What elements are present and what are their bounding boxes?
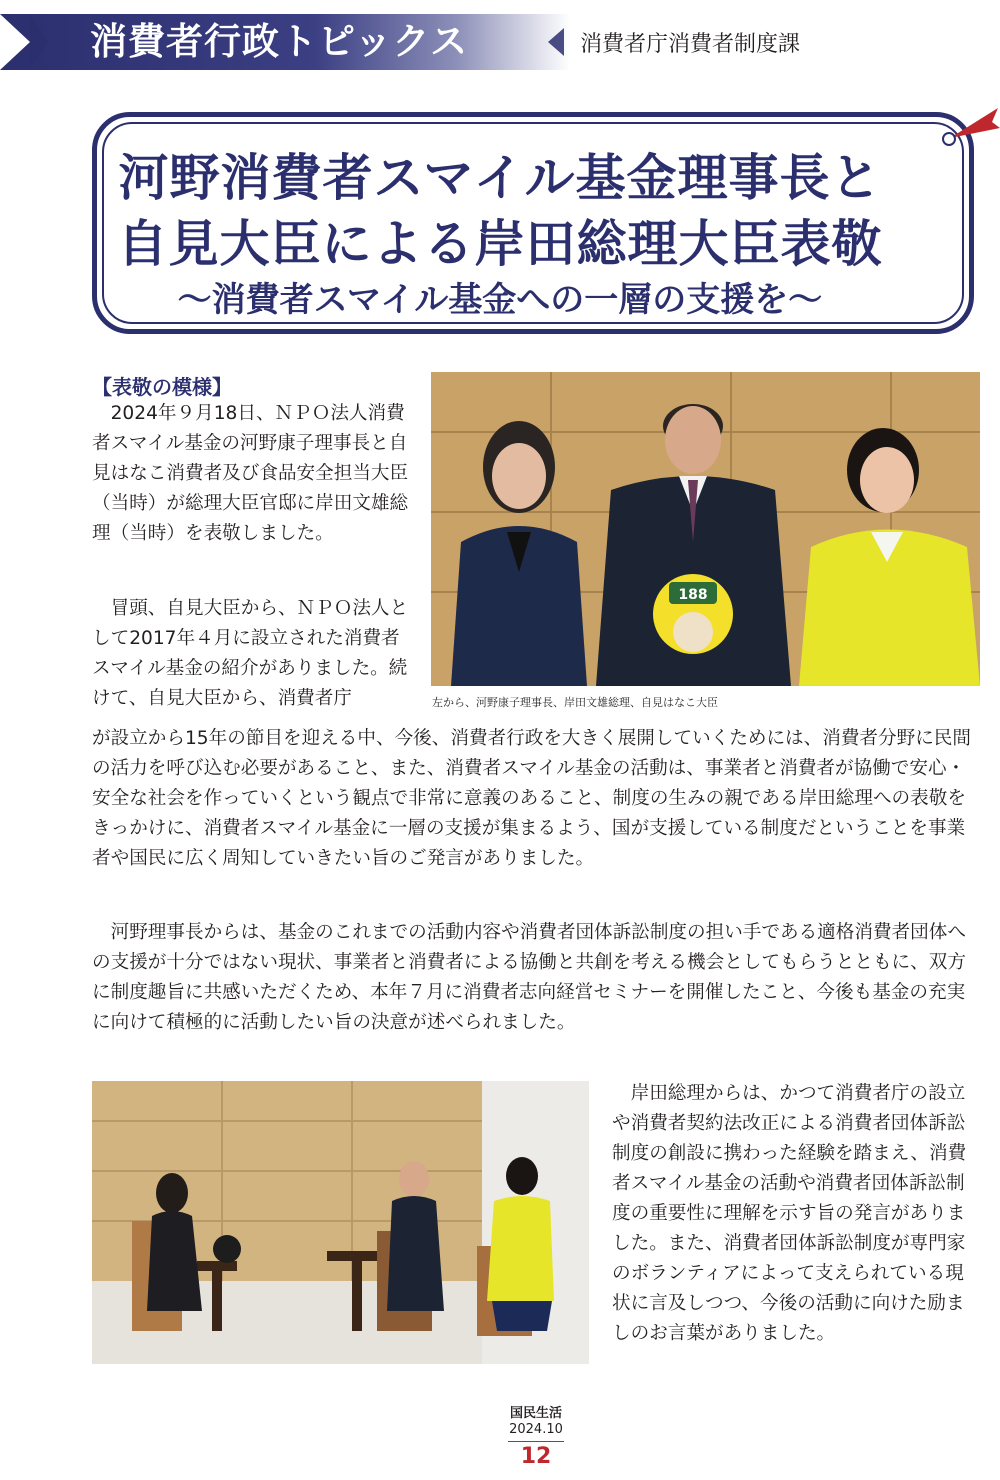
department-label: 消費者庁消費者制度課 (580, 32, 801, 57)
chevron-left-icon (548, 28, 564, 56)
page-title-line2: 自見大臣による岸田総理大臣表敬 (117, 215, 883, 273)
paragraph-2-top: 冒頭、自見大臣から、ＮＰＯ法人として2017年４月に設立された消費者スマイル基金の紹介がありました。続けて、自見大臣から、消費者庁 (92, 598, 409, 709)
magazine-name: 国民生活 (509, 1406, 562, 1421)
section-heading: 【表敬の模様】 (92, 375, 232, 399)
section-title: 消費者行政トピックス (90, 20, 469, 63)
photo-standing-group (431, 372, 980, 686)
page-subtitle: 〜消費者スマイル基金への一層の支援を〜 (177, 280, 823, 320)
paragraph-1: 2024年９月18日、ＮＰＯ法人消費者スマイル基金の河野康子理事長と自見はなこ消費者及び食品安全担当大臣（当時）が総理大臣官邸に岸田文雄総理（当時）を表敬しました。 (92, 403, 409, 544)
paragraph-2-rest: が設立から15年の節目を迎える中、今後、消費者行政を大きく展開していくためには、消費者分野に民間の活力を呼び込む必要があること、また、消費者スマイル基金の活動は、事業者と消費者が協働で安心・安全な社会を作っていくという観点で非常に意義のあること、制度の生みの親である岸田総理への表敬をきっかけに、消費者スマイル基金に一層の支援が集まるよう、国が支援している制度だということを事業者や国民に広く周知していきたい旨のご発言がありました。 (92, 728, 971, 869)
issue-date: 2024.10 (509, 1422, 563, 1437)
paragraph-4: 岸田総理からは、かつて消費者庁の設立や消費者契約法改正による消費者団体訴訟制度の創設に携わった経験を踏まえ、消費者スマイル基金の活動や消費者団体訴訟制度の重要性に理解を示す旨の発言がありました。また、消費者団体訴訟制度が専門家のボランティアによって支えられている現状に言及しつつ、今後の活動に向けた励ましのお言葉がありました。 (612, 1083, 967, 1344)
page-title-line1: 河野消費者スマイル基金理事長と (118, 149, 882, 207)
footer-divider (508, 1441, 564, 1442)
page-number: 12 (520, 1444, 552, 1469)
photo-caption: 左から、河野康子理事長、岸田文雄総理、自見はなこ大臣 (432, 696, 718, 709)
paragraph-3: 河野理事長からは、基金のこれまでの活動内容や消費者団体訴訟制度の担い手である適格消費者団体への支援が十分ではない現状、事業者と消費者による協働と共創を考える機会としてもらうとともに、双方に制度趣旨に共感いただくため、本年７月に消費者志向経営セミナーを開催したこと、今後も基金の充実に向けて積極的に活動したい旨の決意が述べられました。 (92, 922, 966, 1033)
mascot-label: 188 (678, 587, 708, 603)
photo-meeting-seated (92, 1081, 589, 1364)
